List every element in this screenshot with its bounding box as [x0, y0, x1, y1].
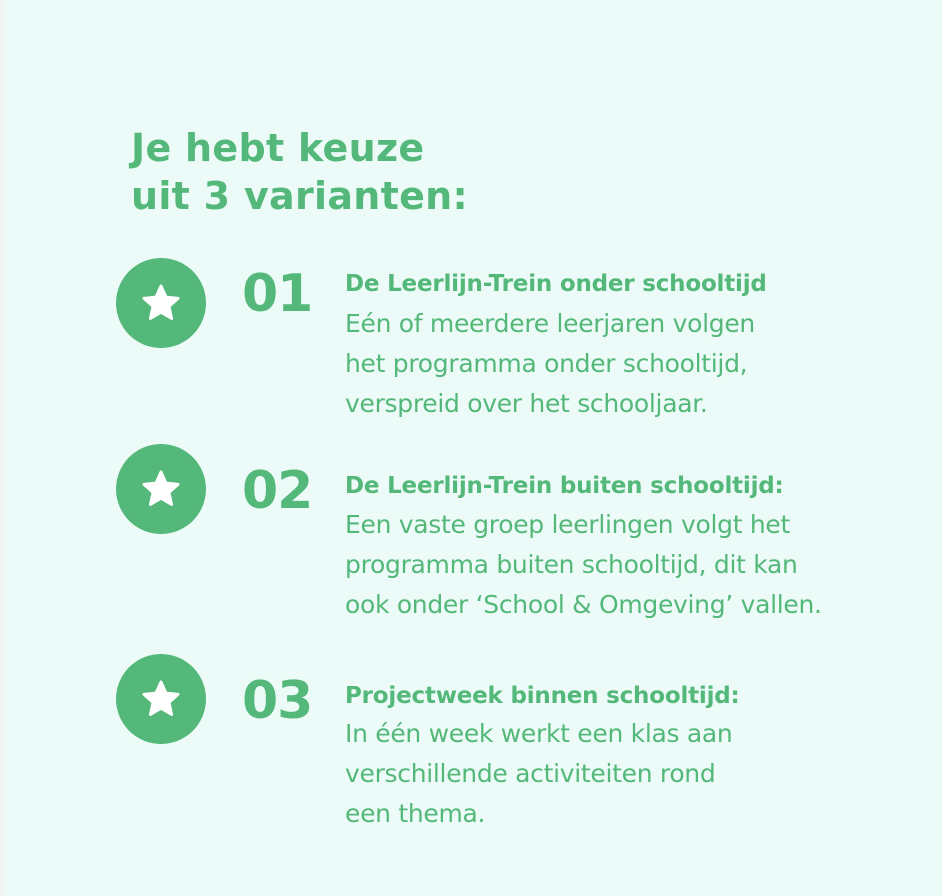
star-badge	[116, 444, 206, 534]
star-badge	[116, 654, 206, 744]
description-line: verspreid over het schooljaar.	[345, 389, 708, 418]
description-line: Een vaste groep leerlingen volgt het	[345, 510, 790, 539]
variant-description	[345, 505, 822, 625]
variant-number: 01	[242, 264, 313, 324]
description-line: het programma onder schooltijd,	[345, 349, 748, 378]
star-icon	[140, 468, 182, 510]
variant-heading: De Leerlijn-Trein buiten schooltijd:	[345, 473, 784, 499]
title-line-2: uit 3 varianten:	[131, 174, 469, 218]
variant-number: 03	[242, 671, 313, 731]
description-line: een thema.	[345, 799, 486, 828]
description-line: In één week werkt een klas aan	[345, 719, 733, 748]
variant-heading: Projectweek binnen schooltijd:	[345, 683, 740, 709]
star-icon	[140, 282, 182, 324]
description-line: programma buiten schooltijd, dit kan	[345, 550, 798, 579]
description-line: Eén of meerdere leerjaren volgen	[345, 309, 755, 338]
description-line: ook onder ‘School & Omgeving’ vallen.	[345, 590, 822, 619]
star-icon	[140, 678, 182, 720]
title-line-1: Je hebt keuze	[131, 126, 425, 170]
variant-description	[345, 304, 755, 424]
variant-description	[345, 714, 732, 834]
variant-number: 02	[242, 461, 313, 521]
variant-heading: De Leerlijn-Trein onder schooltijd	[345, 271, 767, 297]
star-badge	[116, 258, 206, 348]
content-panel	[4, 0, 942, 896]
description-line: verschillende activiteiten rond	[345, 759, 716, 788]
